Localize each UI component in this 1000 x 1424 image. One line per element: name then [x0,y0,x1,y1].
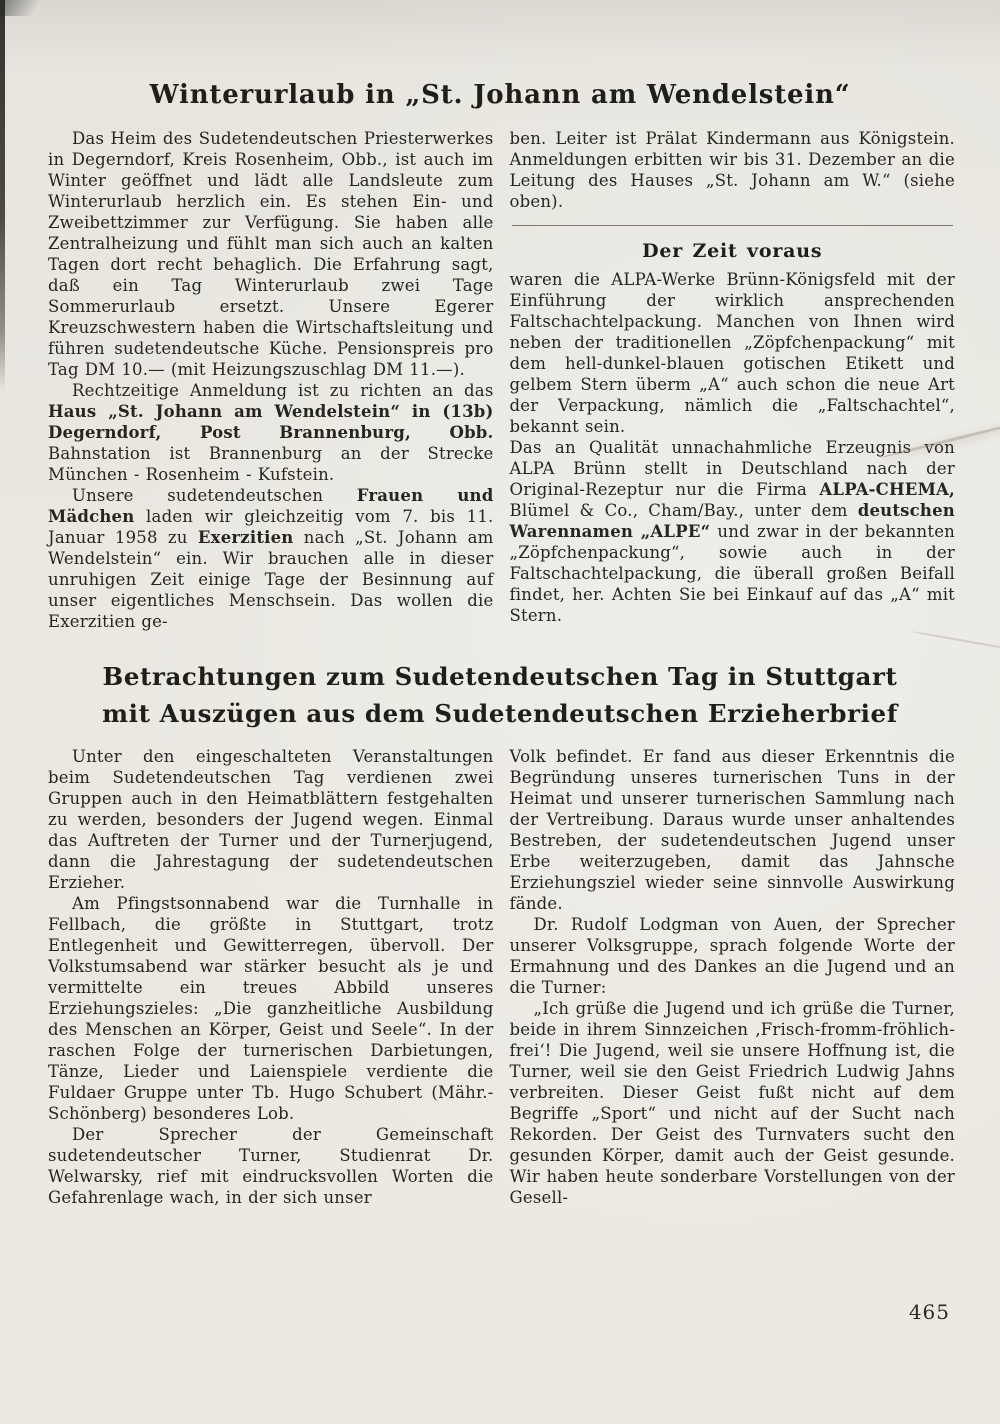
scan-edge-artifact [0,0,5,392]
text-segment: Das an Qualität unnachahmliche Erzeugnis von ALPA Brünn stellt in Deutschland nach der Original-Rezeptur nur die Firma [509,438,955,499]
text-segment-bold: Exerzitien [197,528,294,547]
text-segment: Blümel & Co., Cham/Bay., unter dem [509,501,858,520]
paper-crease-lower [911,630,1000,651]
paragraph: Das Heim des Sudetendeutschen Priesterwerkes in Degerndorf, Kreis Rosenheim, Obb., ist auch im Winter geöffnet und lädt alle Landsleute zum Winterurlaub herzlich ein. Es stehen Ein- und Zweibettzimmer zur Verfügung. Sie haben alle Zentralheizung und fühlt man sich auch an kalten Tagen dort recht behaglich. Die Erfahrung sagt, daß ein Tag Winterurlaub zwei Tage Sommerurlaub ersetzt. Unsere Egerer Kreuzschwestern haben die Wirtschaftsleitung und führen sudetendeutsche Küche. Pensionspreis pro Tag DM 10.— (mit Heizungszuschlag DM 11.—). [48,129,494,379]
paragraph: Dr. Rudolf Lodgman von Auen, der Sprecher unserer Volksgruppe, sprach folgende Worte der Ermahnung und des Dankes an die Jugend und an die Turner: [509,915,955,997]
text-segment: Bahnstation ist Brannenburg an der Strecke München - Rosenheim - Kufstein. [48,444,494,484]
paragraph: Volk befindet. Er fand aus dieser Erkenntnis die Begründung unseres turnerischen Tuns in der Heimat und unserer turnerischen Sammlung nach der Vertreibung. Daraus wurde unser anhaltendes Bestreben, der sudetendeutschen Jugend unser Erbe weiterzugeben, damit das Jahnsche Erziehungsziel wieder seine sinnvolle Auswirkung fände. [509,747,955,913]
article3-title [0,658,1000,732]
paragraph: „Ich grüße die Jugend und ich grüße die Turner, beide in ihrem Sinnzeichen ‚Frisch-fromm-fröhlich-frei‘! Die Jugend, weil sie unsere Hoffnung ist, die Turner, weil sie den Geist Friedrich Ludwig Jahns verbreiten. Dieser Geist fußt nicht auf dem Begriffe „Sport“ und nicht auf der Sucht nach Rekorden. Der Geist des Turnvaters sucht den gesunden Körper, damit auch der Geist gesunde. Wir haben heute sonderbare Vorstellungen von der Gesell- [509,999,955,1207]
paragraph [510,437,956,626]
paragraph: Am Pfingstsonnabend war die Turnhalle in Fellbach, die größte in Stuttgart, trotz Entlegenheit und Gewitterregen, übervoll. Der Volkstumsabend war stärker besucht als je und vermittelte ein treues Abbild unseres Erziehungszieles: „Die ganzheitliche Ausbildung des Menschen an Körper, Geist und Seele“. In der raschen Folge der turnerischen Darbietungen, Tänze, Lieder und Laienspiele verdiente die Fuldaer Gruppe unter Tb. Hugo Schubert (Mähr.-Schönberg) besonderes Lob. [48,894,494,1123]
article1-right-column [510,128,956,632]
article3-columns [48,746,955,1208]
text-segment: laden wir gleichzeitig vom 7. bis 11. Januar 1958 zu [48,507,494,547]
text-segment-bold: deutschen Warennamen „ALPE“ [509,501,955,541]
paragraph [48,380,494,485]
paragraph [48,485,494,632]
text-segment: nach „St. Johann am Wendelstein“ ein. Wir brauchen alle in dieser unruhigen Zeit einige Tage der Besinnung auf unser eigentliches Menschsein. Das wollen die Exerzitien ge- [48,528,494,631]
paragraph: Der Sprecher der Gemeinschaft sudetendeutscher Turner, Studienrat Dr. Welwarsky, rief mit eindrucksvollen Worten die Gefahrenlage wach, in der sich unser [48,1125,494,1207]
text-segment-bold: ALPA-CHEMA, [819,480,955,499]
article1-columns [48,128,955,632]
article3-title-line2: mit Auszügen aus dem Sudetendeutschen Erzieherbrief [102,699,898,728]
paragraph: waren die ALPA-Werke Brünn-Königsfeld mit der Einführung der wirklich ansprechenden Faltschachtelpackung. Manchen von Ihnen wird neben der traditionellen „Zöpfchenpackung“ mit dem hell-dunkel-blauen gotischen Etikett und gelbem Stern überm „A“ auch schon die neue Art der Verpackung, nämlich die „Faltschachtel“, bekannt sein. [509,270,955,436]
article3-title-line1: Betrachtungen zum Sudetendeutschen Tag in Stuttgart [102,662,898,691]
page-number: 465 [908,1300,950,1324]
paragraph: Unter den eingeschalteten Veranstaltungen beim Sudetendeutschen Tag verdienen zwei Gruppen auch in den Heimatblättern festgehalten zu werden, besonders der Jugend wegen. Einmal das Auftreten der Turner und der Turnerjugend, dann die Jahrestagung der sudetendeutschen Erzieher. [48,747,494,892]
article3-right-column [510,746,956,1208]
article1-left-column [48,128,494,632]
paragraph: ben. Leiter ist Prälat Kindermann aus Königstein. Anmeldungen erbitten wir bis 31. Dezember an die Leitung des Hauses „St. Johann am W.“ (siehe oben). [509,129,955,211]
text-segment-bold: Frauen und Mädchen [48,486,494,526]
article1-title: Winterurlaub in „St. Johann am Wendelstein“ [149,80,851,110]
article3-left-column [48,746,494,1208]
text-segment: Unsere sudetendeutschen [72,486,357,505]
section-divider [512,225,954,226]
text-segment-bold: Haus „St. Johann am Wendelstein“ in (13b) Degerndorf, Post Brannenburg, Obb. [48,402,494,442]
scan-corner-smudge [0,0,46,16]
text-segment: und zwar in der bekannten „Zöpfchenpackung“, sowie auch in der Faltschachtelpackung, die überall großen Beifall findet, her. Achten Sie bei Einkauf auf das „A“ mit Stern. [509,522,956,625]
text-segment: Rechtzeitige Anmeldung ist zu richten an das [72,381,494,400]
article2-title: Der Zeit voraus [642,240,823,262]
